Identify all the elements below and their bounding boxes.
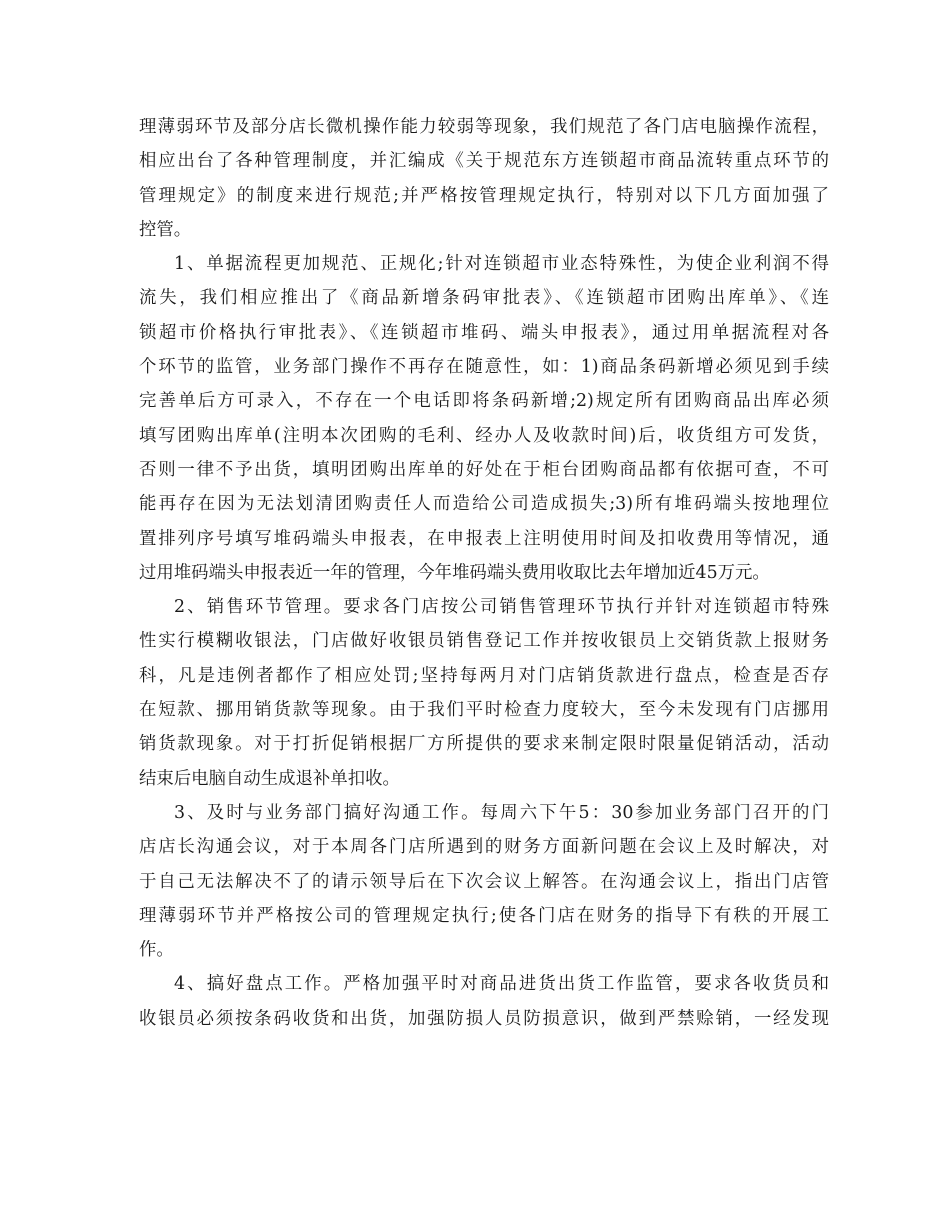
document-body <box>139 110 829 1036</box>
text-line: 结束后电脑自动生成退补单扣收。 <box>139 768 400 789</box>
text-line: 3、及时与业务部门搞好沟通工作。每周六下午5：30参加业务部门召开的门 <box>174 802 829 823</box>
text-line: 置排列序号填写堆码端头申报表，在申报表上注明使用时间及扣收费用等情况，通 <box>139 528 829 549</box>
text-line: 在短款、挪用销货款等现象。由于我们平时检查力度较大，至今未发现有门店挪用 <box>139 700 829 721</box>
text-line: 销货款现象。对于打折促销根据厂方所提供的要求来制定限时限量促销活动，活动 <box>139 734 829 755</box>
text-line: 能再存在因为无法划清团购责任人而造给公司造成损失;3)所有堆码端头按地理位 <box>139 494 829 515</box>
text-line: 理薄弱环节并严格按公司的管理规定执行;使各门店在财务的指导下有秩的开展工 <box>139 905 829 926</box>
text-line: 收银员必须按条码收货和出货，加强防损人员防损意识，做到严禁赊销，一经发现 <box>139 1008 829 1029</box>
text-line: 2、销售环节管理。要求各门店按公司销售管理环节执行并针对连锁超市特殊 <box>174 597 829 618</box>
text-line: 科，凡是违例者都作了相应处罚;坚持每两月对门店销货款进行盘点，检查是否存 <box>139 665 829 686</box>
text-line: 性实行模糊收银法，门店做好收银员销售登记工作并按收银员上交销货款上报财务 <box>139 631 829 652</box>
text-line: 管理规定》的制度来进行规范;并严格按管理规定执行，特别对以下几方面加强了 <box>139 185 829 206</box>
text-line: 完善单后方可录入，不存在一个电话即将条码新增;2)规定所有团购商品出库必须 <box>139 391 829 412</box>
text-line: 店店长沟通会议，对于本周各门店所遇到的财务方面新问题在会议上及时解决，对 <box>139 837 829 858</box>
text-line: 流失，我们相应推出了《商品新增条码审批表》、《连锁超市团购出库单》、《连 <box>139 288 829 309</box>
text-line: 1、单据流程更加规范、正规化;针对连锁超市业态特殊性，为使企业利润不得 <box>174 254 829 275</box>
text-line: 4、搞好盘点工作。严格加强平时对商品进货出货工作监管，要求各收货员和 <box>174 974 829 995</box>
paragraph <box>139 247 829 590</box>
text-line: 相应出台了各种管理制度，并汇编成《关于规范东方连锁超市商品流转重点环节的 <box>139 151 829 172</box>
text-line: 控管。 <box>139 219 192 240</box>
paragraph <box>139 967 829 1036</box>
paragraph <box>139 796 829 967</box>
paragraph <box>139 590 829 796</box>
text-line: 过用堆码端头申报表近一年的管理，今年堆码端头费用收取比去年增加近45万元。 <box>139 562 770 583</box>
text-line: 否则一律不予出货，填明团购出库单的好处在于柜台团购商品都有依据可查，不可 <box>139 459 829 480</box>
paragraph <box>139 110 829 247</box>
text-line: 于自己无法解决不了的请示领导后在下次会议上解答。在沟通会议上，指出门店管 <box>139 871 829 892</box>
text-line: 填写团购出库单(注明本次团购的毛利、经办人及收款时间)后，收货组方可发货， <box>139 425 829 446</box>
text-line: 理薄弱环节及部分店长微机操作能力较弱等现象，我们规范了各门店电脑操作流程， <box>139 117 829 137</box>
text-line: 作。 <box>139 940 174 961</box>
text-line: 锁超市价格执行审批表》、《连锁超市堆码、端头申报表》，通过用单据流程对各 <box>139 322 829 343</box>
text-line: 个环节的监管，业务部门操作不再存在随意性，如：1)商品条码新增必须见到手续 <box>139 357 829 378</box>
